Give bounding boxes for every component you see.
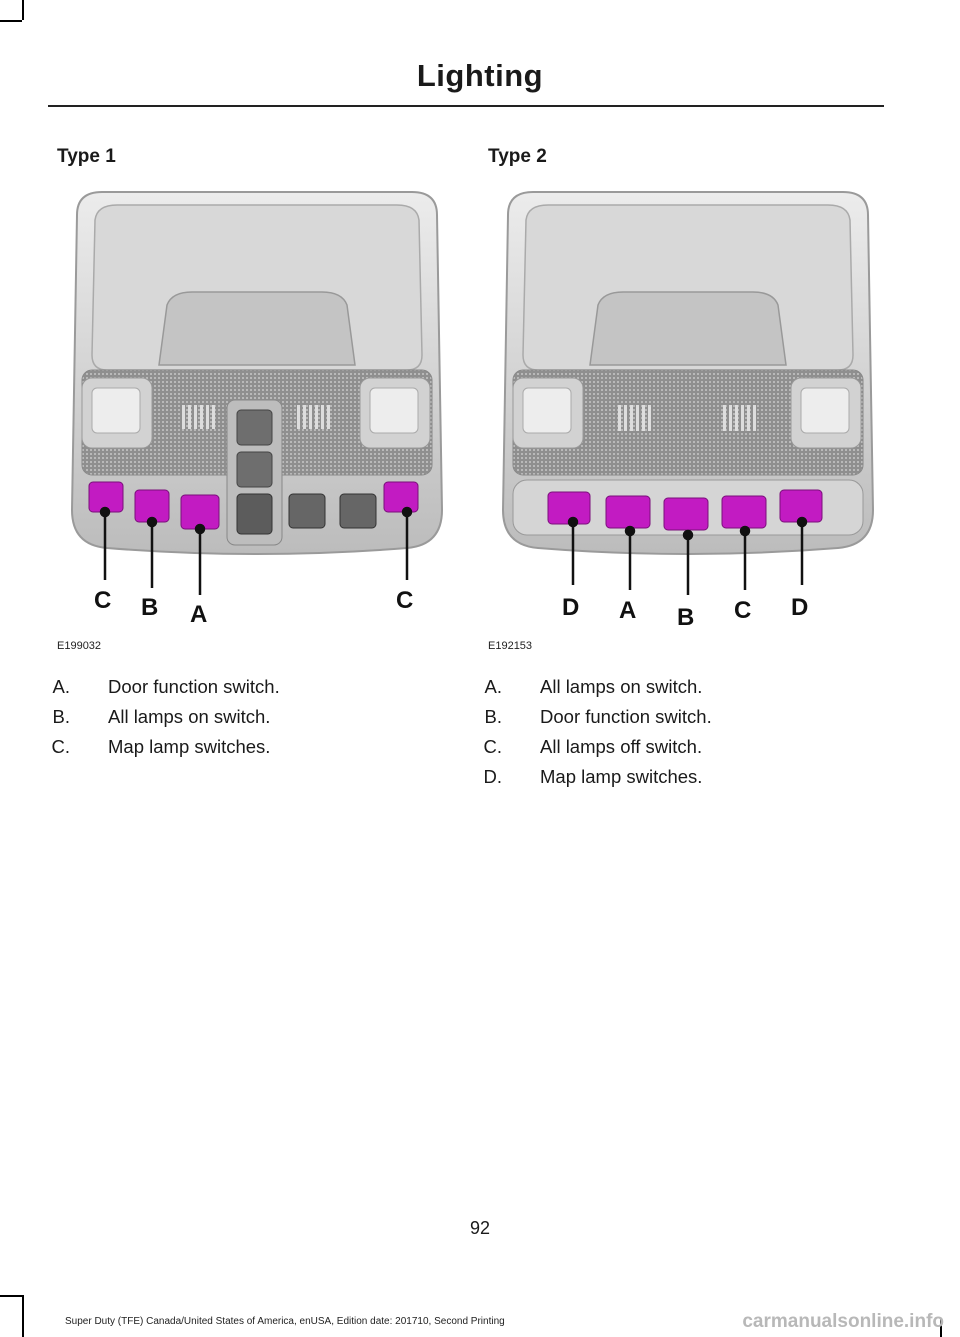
legend-text: Map lamp switches.: [540, 766, 703, 787]
header-divider: [48, 105, 884, 107]
callout-c-right: C: [396, 587, 414, 614]
legend-item: [32, 706, 280, 736]
all-lamps-on-switch[interactable]: [606, 496, 650, 528]
watermark: carmanualsonline.info: [742, 1311, 944, 1332]
page-title: Lighting: [416, 58, 544, 93]
legend-text: All lamps on switch.: [108, 706, 271, 727]
blank-switch: [340, 494, 376, 528]
legend-text: Door function switch.: [108, 676, 280, 697]
type-2-overhead-console-figure: [488, 180, 888, 640]
legend-letter: D.: [483, 766, 502, 787]
center-button-bottom: [237, 494, 272, 534]
crop-mark-bottom-left: [22, 1295, 24, 1337]
legend-letter: A.: [52, 676, 70, 697]
type-1-console-illustration: [57, 180, 457, 640]
type-2-legend: [464, 676, 712, 796]
right-lamp-lens: [370, 388, 418, 433]
legend-text: Map lamp switches.: [108, 736, 271, 757]
door-function-switch[interactable]: [664, 498, 708, 530]
legend-letter: A.: [484, 676, 502, 697]
legend-letter: B.: [484, 706, 502, 727]
crop-mark-top-left: [0, 20, 22, 22]
callout-a: A: [190, 601, 208, 628]
callout-c: C: [734, 597, 752, 624]
legend-text: All lamps off switch.: [540, 736, 703, 757]
blank-switch: [289, 494, 325, 528]
legend-letter: C.: [483, 736, 502, 757]
footer-edition-info: Super Duty (TFE) Canada/United States of America, enUSA, Edition date: 201710, Second Printing: [65, 1316, 505, 1327]
legend-letter: B.: [52, 706, 70, 727]
type-1-overhead-console-figure: [57, 180, 457, 640]
type-2-console-illustration: [488, 180, 888, 640]
type-2-label: Type 2: [488, 146, 547, 167]
figure-code: E192153: [488, 640, 533, 652]
type-1-label: Type 1: [57, 146, 116, 167]
page-number: 92: [469, 1218, 491, 1238]
legend-item: [32, 736, 280, 766]
legend-text: Door function switch.: [540, 706, 712, 727]
center-button-middle: [237, 452, 272, 487]
map-lamp-switch-right[interactable]: [384, 482, 418, 512]
legend-letter: C.: [51, 736, 70, 757]
legend-item: [464, 766, 712, 796]
center-button-top: [237, 410, 272, 445]
callout-c-left: C: [94, 587, 112, 614]
callout-d-left: D: [562, 594, 580, 621]
callout-d-right: D: [791, 594, 809, 621]
center-light-lens: [590, 292, 786, 365]
legend-text: All lamps on switch.: [540, 676, 703, 697]
callout-b: B: [141, 594, 159, 621]
type-1-legend: [32, 676, 280, 766]
legend-item: [464, 676, 712, 706]
crop-mark-top-left: [22, 0, 24, 20]
callout-b: B: [677, 604, 695, 631]
legend-item: [464, 736, 712, 766]
all-lamps-off-switch[interactable]: [722, 496, 766, 528]
legend-item: [464, 706, 712, 736]
crop-mark-bottom-left: [0, 1295, 22, 1297]
left-lamp-lens: [92, 388, 140, 433]
callout-a: A: [619, 597, 637, 624]
center-light-lens: [159, 292, 355, 365]
legend-item: [32, 676, 280, 706]
right-lamp-lens: [801, 388, 849, 433]
left-lamp-lens: [523, 388, 571, 433]
figure-code: E199032: [57, 640, 102, 652]
